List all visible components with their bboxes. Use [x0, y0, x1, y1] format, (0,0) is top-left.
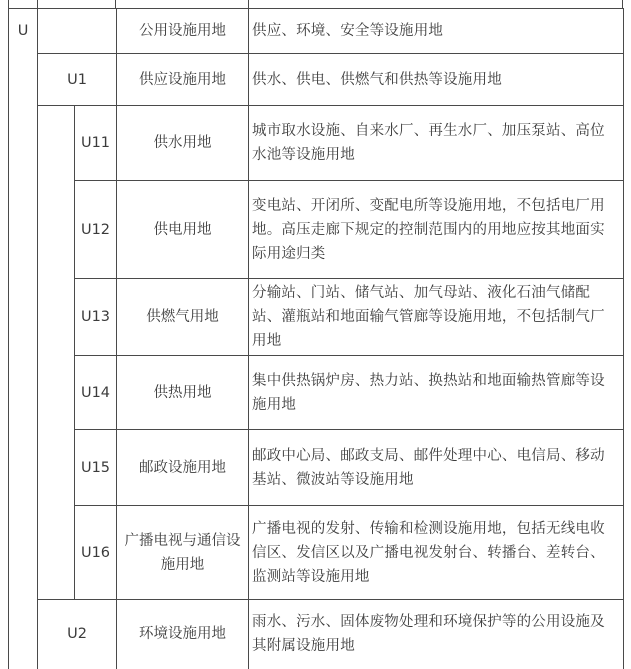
cell-code: U11 — [75, 106, 117, 181]
cell-code: U15 — [75, 430, 117, 506]
cropped-row-gridline — [622, 0, 623, 8]
table-row — [9, 9, 624, 54]
cell-code: U1 — [38, 54, 117, 106]
cell-code-empty — [38, 9, 117, 54]
table-row — [9, 54, 624, 106]
cell-code: U12 — [75, 181, 117, 279]
cell-code: U13 — [75, 279, 117, 356]
cell-description: 供应、环境、安全等设施用地 — [249, 9, 624, 54]
cell-name: 广播电视与通信设施用地 — [117, 506, 249, 600]
cropped-row-gridline — [8, 664, 9, 669]
cell-description: 广播电视的发射、传输和检测设施用地，包括无线电收信区、发信区以及广播电视发射台、转播台、差转台、监测站等设施用地 — [249, 506, 624, 600]
cell-description: 城市取水设施、自来水厂、再生水厂、加压泵站、高位水池等设施用地 — [249, 106, 624, 181]
cell-name: 供水用地 — [117, 106, 249, 181]
cropped-row-gridline — [248, 0, 249, 8]
cropped-row-gridline — [115, 0, 116, 8]
cell-name: 供电用地 — [117, 181, 249, 279]
table-row — [9, 279, 624, 356]
cropped-row-gridline — [8, 0, 9, 8]
cell-name: 供热用地 — [117, 356, 249, 430]
table-row — [9, 600, 624, 669]
cell-code: U2 — [38, 600, 117, 669]
cell-code-category — [9, 9, 38, 669]
cell-code: U16 — [75, 506, 117, 600]
table-row — [9, 506, 624, 600]
cell-name: 环境设施用地 — [117, 600, 249, 669]
cell-description: 邮政中心局、邮政支局、邮件处理中心、电信局、移动基站、微波站等设施用地 — [249, 430, 624, 506]
cell-name: 公用设施用地 — [117, 9, 249, 54]
table-row — [9, 181, 624, 279]
cell-description: 变电站、开闭所、变配电所等设施用地，不包括电厂用地。高压走廊下规定的控制范围内的用地应按其地面实际用途归类 — [249, 181, 624, 279]
cell-description: 集中供热锅炉房、热力站、换热站和地面输热管廊等设施用地 — [249, 356, 624, 430]
land-use-classification-table — [8, 8, 624, 669]
cell-name: 供应设施用地 — [117, 54, 249, 106]
cell-description: 供水、供电、供燃气和供热等设施用地 — [249, 54, 624, 106]
table-row — [9, 430, 624, 506]
cell-description: 分输站、门站、储气站、加气母站、液化石油气储配站、灌瓶站和地面输气管廊等设施用地，不包括制气厂用地 — [249, 279, 624, 356]
cell-code-spacer — [38, 106, 75, 600]
cell-name: 供燃气用地 — [117, 279, 249, 356]
cell-name: 邮政设施用地 — [117, 430, 249, 506]
table-row — [9, 356, 624, 430]
cropped-row-gridline — [37, 0, 38, 8]
cell-code: U14 — [75, 356, 117, 430]
cell-description: 雨水、污水、固体废物处理和环境保护等的公用设施及其附属设施用地 — [249, 600, 624, 669]
category-code-label: U — [17, 23, 29, 39]
table-row — [9, 106, 624, 181]
